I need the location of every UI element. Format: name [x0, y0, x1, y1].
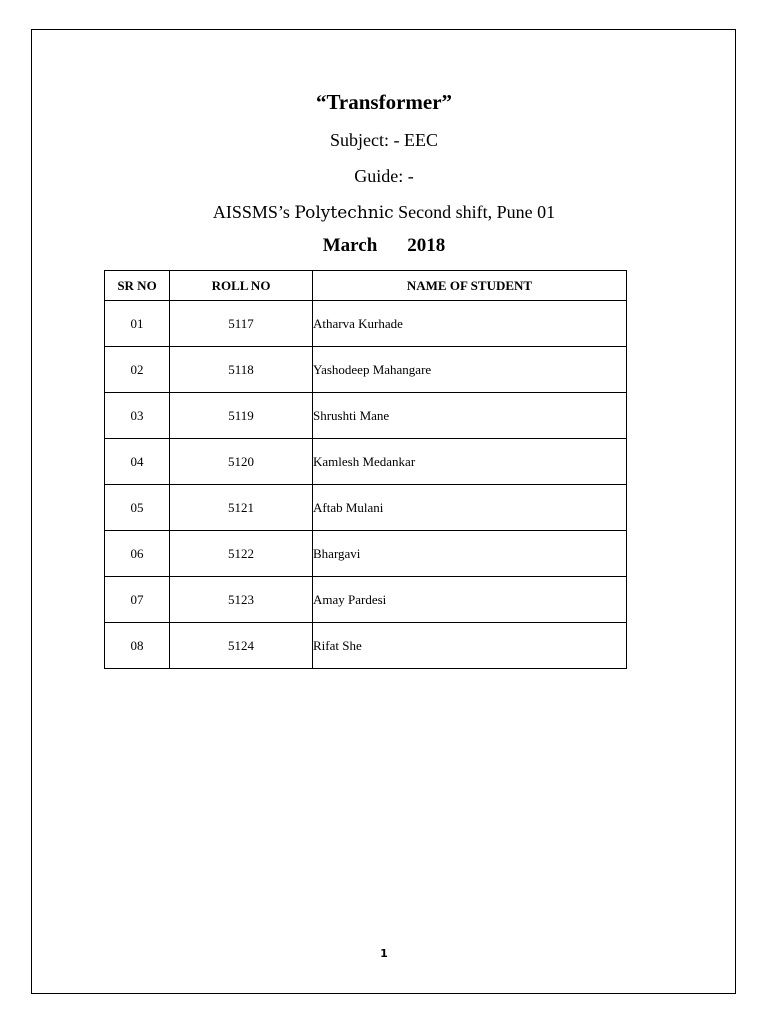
roll-no-cell: 5122 [170, 531, 313, 577]
header-roll-no: ROLL NO [170, 271, 313, 301]
sr-no-cell: 03 [105, 393, 170, 439]
header-sr-no: SR NO [105, 271, 170, 301]
sr-no-cell: 01 [105, 301, 170, 347]
sr-no-cell: 02 [105, 347, 170, 393]
student-name-cell: Rifat She [313, 623, 627, 669]
student-name-cell: Aftab Mulani [313, 485, 627, 531]
date-month: March [322, 235, 378, 256]
institute-line [0, 200, 768, 225]
roll-no-cell: 5121 [170, 485, 313, 531]
table-row [105, 347, 627, 393]
student-name-cell: Kamlesh Medankar [313, 439, 627, 485]
student-name-cell: Yashodeep Mahangare [313, 347, 627, 393]
institute-location: Second shift, Pune 01 [398, 202, 556, 222]
sr-no-cell: 05 [105, 485, 170, 531]
table-header-row [105, 271, 627, 301]
roll-no-cell: 5123 [170, 577, 313, 623]
page-number: 1 [380, 947, 388, 960]
student-name-cell: Shrushti Mane [313, 393, 627, 439]
table-row [105, 393, 627, 439]
table-row [105, 531, 627, 577]
table-row [105, 577, 627, 623]
header-student-name: NAME OF STUDENT [313, 271, 627, 301]
institute-name: AISSMS’s [212, 202, 290, 222]
document-title: “Transformer” [315, 90, 453, 114]
subject-line: Subject: - EEC [330, 130, 438, 150]
roll-no-cell: 5124 [170, 623, 313, 669]
sr-no-cell: 08 [105, 623, 170, 669]
sr-no-cell: 07 [105, 577, 170, 623]
date-year: 2018 [407, 235, 446, 256]
student-name-cell: Amay Pardesi [313, 577, 627, 623]
sr-no-cell: 04 [105, 439, 170, 485]
student-name-cell: Bhargavi [313, 531, 627, 577]
submission-date [0, 233, 768, 259]
student-table [104, 270, 627, 669]
student-name-cell: Atharva Kurhade [313, 301, 627, 347]
roll-no-cell: 5120 [170, 439, 313, 485]
institute-type: Polytechnic [294, 203, 394, 223]
roll-no-cell: 5118 [170, 347, 313, 393]
table-row [105, 623, 627, 669]
table-row [105, 439, 627, 485]
roll-no-cell: 5117 [170, 301, 313, 347]
table-row [105, 301, 627, 347]
guide-line: Guide: - [354, 166, 414, 186]
roll-no-cell: 5119 [170, 393, 313, 439]
sr-no-cell: 06 [105, 531, 170, 577]
table-row [105, 485, 627, 531]
